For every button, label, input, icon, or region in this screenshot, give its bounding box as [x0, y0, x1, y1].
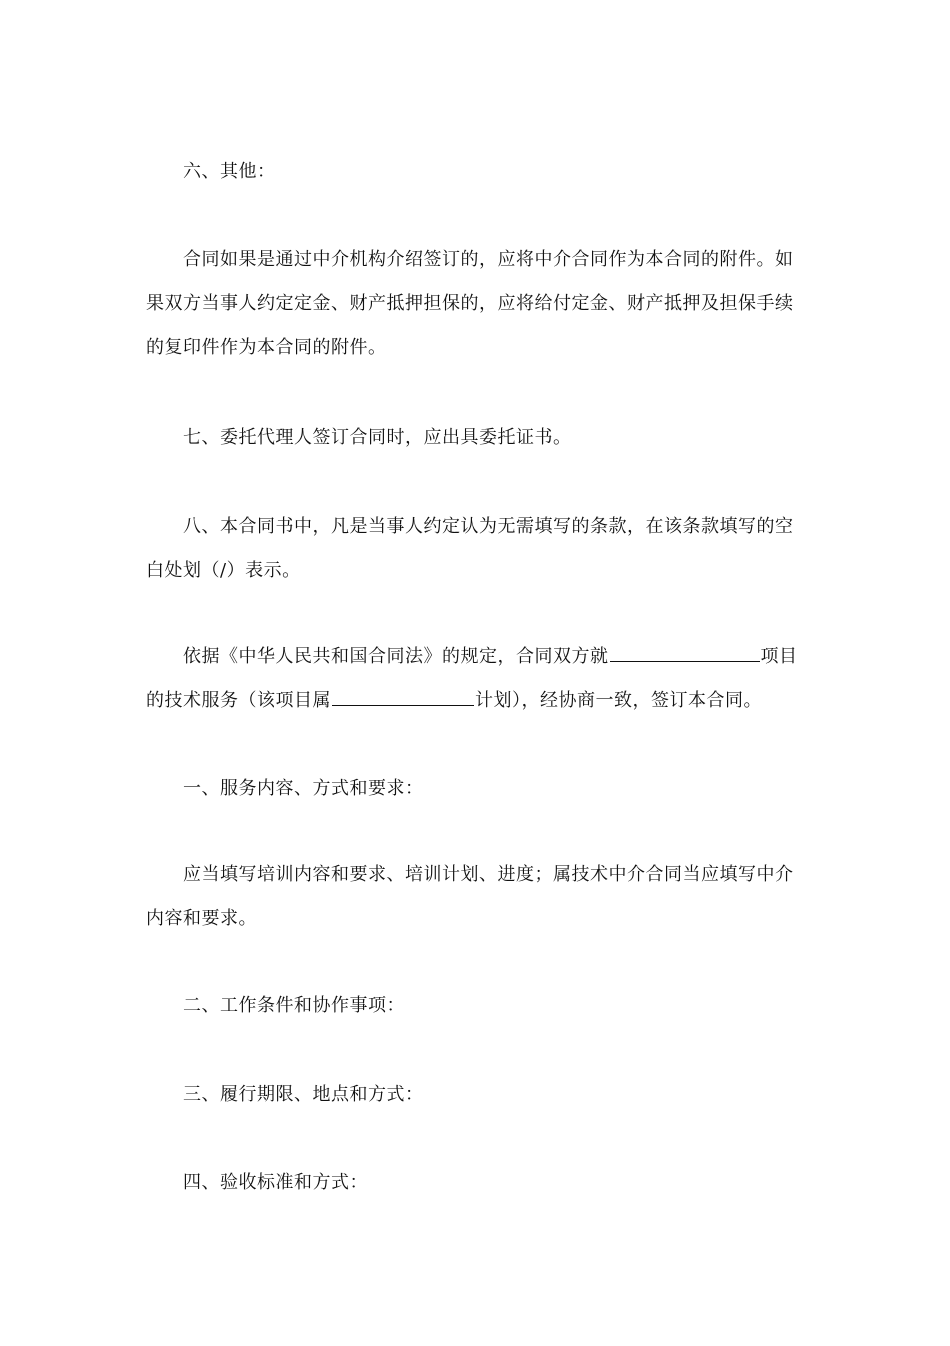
section-6-heading: 六、其他：: [183, 161, 276, 182]
preamble-part-1: 依据《中华人民共和国合同法》的规定，合同双方就: [183, 646, 609, 667]
contract-preamble: [146, 635, 810, 723]
clause-3-heading: 三、履行期限、地点和方式：: [183, 1084, 424, 1105]
section-7-text: 七、委托代理人签订合同时，应出具委托证书。: [183, 427, 572, 448]
section-6-body: 合同如果是通过中介机构介绍签订的，应将中介合同作为本合同的附件。如果双方当事人约定定金、财产抵押担保的，应将给付定金、财产抵押及担保手续的复印件作为本合同的附件。: [146, 249, 794, 358]
clause-1-body: 应当填写培训内容和要求、培训计划、进度；属技术中介合同当应填写中介内容和要求。: [146, 864, 794, 929]
clause-4-heading: 四、验收标准和方式：: [183, 1172, 368, 1193]
project-name-blank: [610, 639, 760, 662]
clause-2-heading: 二、工作条件和协作事项：: [183, 995, 405, 1016]
preamble-part-3: 计划），经协商一致，签订本合同。: [475, 690, 762, 711]
plan-name-blank: [332, 683, 474, 706]
section-8-text: 八、本合同书中，凡是当事人约定认为无需填写的条款，在该条款填写的空白处划（/）表示。: [146, 516, 794, 581]
clause-1-heading: 一、服务内容、方式和要求：: [183, 778, 424, 799]
preamble-part-2: 项目的技术服务（该项目属: [146, 646, 798, 711]
